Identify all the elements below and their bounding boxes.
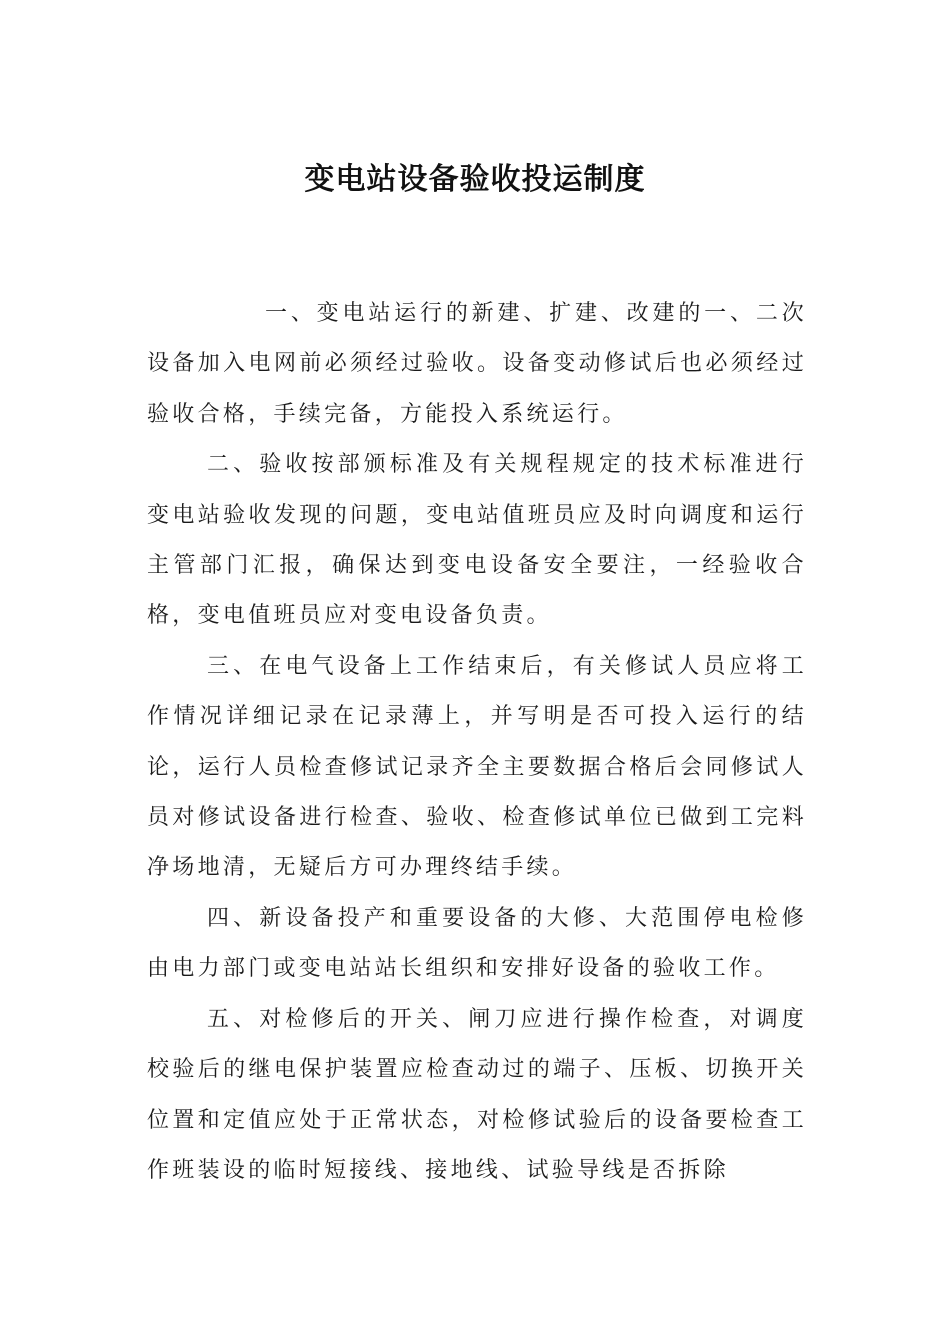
document-title: 变电站设备验收投运制度 (304, 162, 646, 197)
document-body (147, 289, 807, 1196)
paragraph-2: 二、验收按部颁标准及有关规程规定的技术标准进行变电站验收发现的问题，变电站值班员应及时向调度和运行主管部门汇报，确保达到变电设备安全要注，一经验收合格，变电值班员应对变电设备负责。 (147, 452, 807, 629)
paragraph-3: 三、在电气设备上工作结束后，有关修试人员应将工作情况详细记录在记录薄上，并写明是否可投入运行的结论，运行人员检查修试记录齐全主要数据合格后会同修试人员对修试设备进行检查、验收、检查修试单位已做到工完料净场地清，无疑后方可办理终结手续。 (147, 653, 807, 881)
paragraph-5: 五、对检修后的开关、闸刀应进行操作检查，对调度校验后的继电保护装置应检查动过的端子、压板、切换开关位置和定值应处于正常状态，对检修试验后的设备要检查工作班装设的临时短接线、接地线、试验导线是否拆除 (147, 1006, 807, 1183)
paragraph-1: 一、变电站运行的新建、扩建、改建的一、二次设备加入电网前必须经过验收。设备变动修试后也必须经过验收合格，手续完备，方能投入系统运行。 (147, 301, 807, 427)
paragraph-4: 四、新设备投产和重要设备的大修、大范围停电检修由电力部门或变电站站长组织和安排好设备的验收工作。 (147, 905, 807, 982)
